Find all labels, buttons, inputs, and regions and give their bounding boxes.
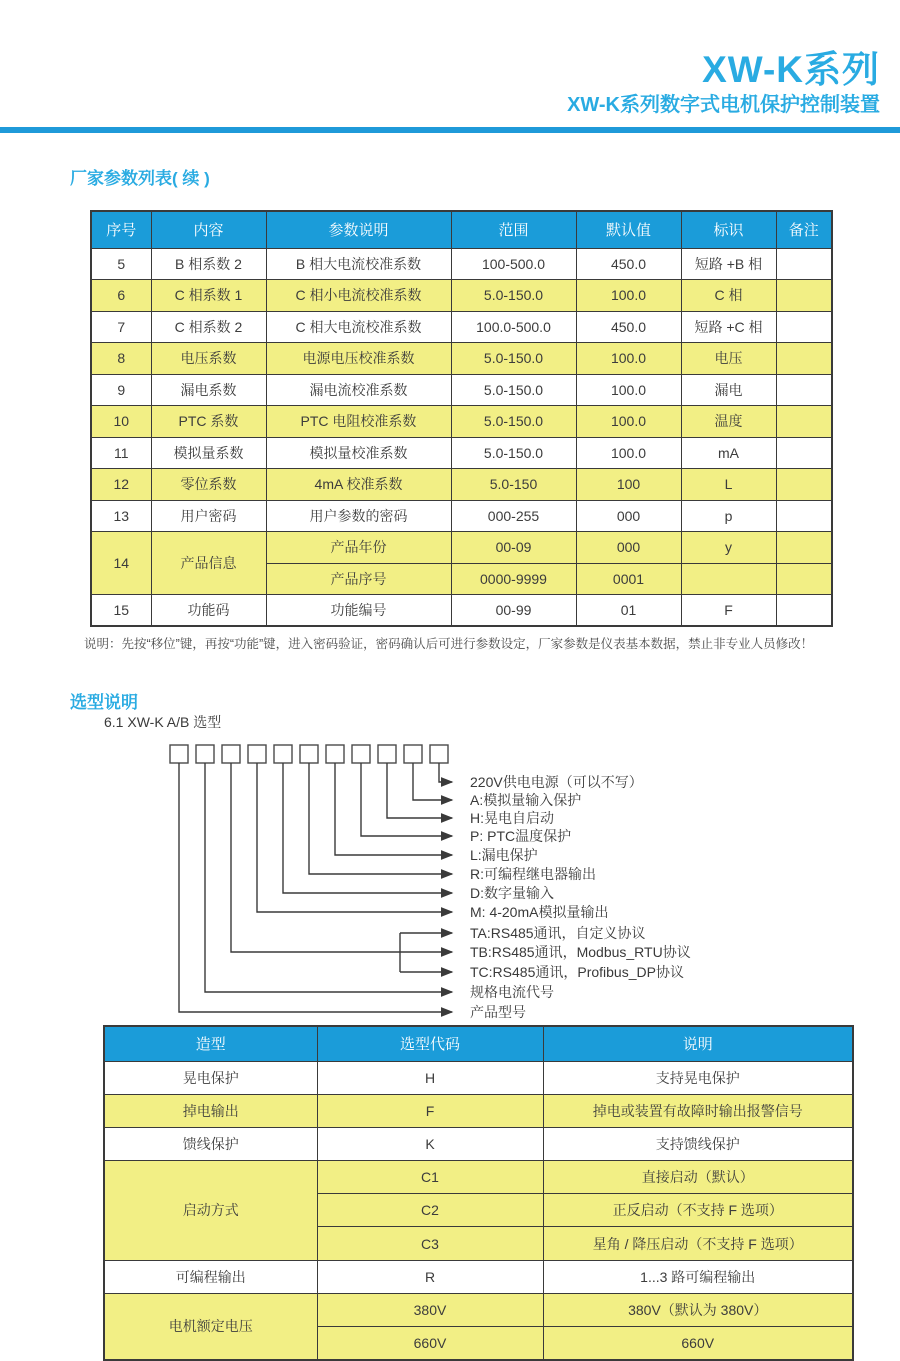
connector-a — [413, 763, 452, 800]
cell — [776, 469, 832, 501]
table-row — [91, 500, 832, 532]
col-header-mark: 标识 — [681, 211, 776, 248]
col-header-code: 选型代码 — [317, 1026, 543, 1061]
cell: B 相系数 2 — [151, 248, 266, 280]
cell: F — [681, 595, 776, 627]
cell: 11 — [91, 437, 151, 469]
cell: 电源电压校准系数 — [266, 343, 451, 375]
model-code-box — [300, 745, 318, 763]
cell: PTC 电阻校准系数 — [266, 406, 451, 438]
cell: mA — [681, 437, 776, 469]
connector-p — [361, 763, 452, 836]
connector-r — [309, 763, 452, 874]
table-note: 说明：先按“移位”键，再按“功能”键，进入密码验证，密码确认后可进行参数设定，厂家参数是仪表基本数据，禁止非专业人员修改！ — [84, 637, 814, 651]
connector-220v — [439, 763, 452, 782]
header-rule — [0, 127, 900, 133]
cell: 100.0 — [576, 280, 681, 312]
diagram-label-l: L:漏电保护 — [470, 847, 538, 863]
diagram-label-h: H:晃电自启动 — [470, 810, 554, 826]
cell: L — [681, 469, 776, 501]
diagram-label-current-code: 规格电流代号 — [470, 984, 554, 1000]
col-header-desc: 说明 — [543, 1026, 853, 1061]
cell: 9 — [91, 374, 151, 406]
cell: 000-255 — [451, 500, 576, 532]
cell: 100.0 — [576, 374, 681, 406]
cell: 功能编号 — [266, 595, 451, 627]
table-row — [104, 1127, 853, 1160]
cell: 短路 +C 相 — [681, 311, 776, 343]
cell: 6 — [91, 280, 151, 312]
cell: 100 — [576, 469, 681, 501]
diagram-label-a: A:模拟量输入保护 — [470, 792, 582, 808]
model-code-box — [326, 745, 344, 763]
cell — [776, 280, 832, 312]
table-header-row — [91, 211, 832, 248]
diagram-label-p: P: PTC温度保护 — [470, 828, 572, 844]
cell: 10 — [91, 406, 151, 438]
cell: 正反启动（不支持 F 选项） — [543, 1194, 853, 1227]
cell: 100.0 — [576, 406, 681, 438]
cell: K — [317, 1127, 543, 1160]
connector-tb — [231, 763, 452, 952]
cell: 100.0 — [576, 343, 681, 375]
cell: 660V — [543, 1327, 853, 1360]
col-header-range: 范围 — [451, 211, 576, 248]
cell: 450.0 — [576, 248, 681, 280]
cell — [776, 563, 832, 595]
model-code-box — [196, 745, 214, 763]
cell: 4mA 校准系数 — [266, 469, 451, 501]
connector-h — [387, 763, 452, 818]
cell: 1...3 路可编程输出 — [543, 1260, 853, 1293]
cell: 掉电输出 — [104, 1094, 317, 1127]
col-header-no: 序号 — [91, 211, 151, 248]
cell: 晃电保护 — [104, 1061, 317, 1094]
model-code-box — [378, 745, 396, 763]
cell: 13 — [91, 500, 151, 532]
cell: 100.0-500.0 — [451, 311, 576, 343]
table-row — [91, 311, 832, 343]
model-code-box — [248, 745, 266, 763]
model-code-box — [274, 745, 292, 763]
cell — [776, 595, 832, 627]
cell: 100.0 — [576, 437, 681, 469]
cell: 产品序号 — [266, 563, 451, 595]
selection-options-table — [103, 1025, 854, 1361]
cell: 380V（默认为 380V） — [543, 1293, 853, 1326]
cell: 模拟量系数 — [151, 437, 266, 469]
model-code-box — [170, 745, 188, 763]
section-title-factory-params: 厂家参数列表( 续 ) — [70, 169, 210, 188]
cell: 漏电 — [681, 374, 776, 406]
cell: 5 — [91, 248, 151, 280]
cell: 5.0-150.0 — [451, 280, 576, 312]
cell: 5.0-150.0 — [451, 343, 576, 375]
cell — [776, 343, 832, 375]
cell: C2 — [317, 1194, 543, 1227]
cell: 0000-9999 — [451, 563, 576, 595]
cell: 00-09 — [451, 532, 576, 564]
table-row — [91, 469, 832, 501]
cell: 660V — [317, 1327, 543, 1360]
col-header-note: 备注 — [776, 211, 832, 248]
cell: 450.0 — [576, 311, 681, 343]
cell-no: 14 — [91, 532, 151, 595]
cell: 00-99 — [451, 595, 576, 627]
cell: 电压系数 — [151, 343, 266, 375]
table-row-volt-380 — [104, 1293, 853, 1326]
cell: 短路 +B 相 — [681, 248, 776, 280]
cell: 8 — [91, 343, 151, 375]
series-subtitle: XW-K系列数字式电机保护控制装置 — [567, 94, 880, 116]
col-header-type: 造型 — [104, 1026, 317, 1061]
cell: 01 — [576, 595, 681, 627]
col-header-content: 内容 — [151, 211, 266, 248]
cell: 星角 / 降压启动（不支持 F 选项） — [543, 1227, 853, 1260]
table-row — [104, 1061, 853, 1094]
table-row — [91, 343, 832, 375]
cell-name: 产品信息 — [151, 532, 266, 595]
connector-m — [257, 763, 452, 912]
cell: 380V — [317, 1293, 543, 1326]
cell: C3 — [317, 1227, 543, 1260]
cell: 漏电流校准系数 — [266, 374, 451, 406]
cell — [681, 563, 776, 595]
table-row — [104, 1094, 853, 1127]
model-code-box — [222, 745, 240, 763]
diagram-label-product-model: 产品型号 — [470, 1004, 526, 1020]
table-header-row — [104, 1026, 853, 1061]
table-row-14a — [91, 532, 832, 564]
cell — [776, 311, 832, 343]
cell: 7 — [91, 311, 151, 343]
model-code-box — [404, 745, 422, 763]
page-header — [567, 48, 880, 118]
cell: C 相大电流校准系数 — [266, 311, 451, 343]
diagram-label-tc: TC:RS485通讯，Profibus_DP协议 — [470, 964, 684, 980]
cell: 零位系数 — [151, 469, 266, 501]
cell: 000 — [576, 532, 681, 564]
col-header-default: 默认值 — [576, 211, 681, 248]
table-row — [91, 248, 832, 280]
table-row — [91, 406, 832, 438]
diagram-label-ta: TA:RS485通讯，自定义协议 — [470, 925, 646, 941]
model-code-box — [352, 745, 370, 763]
table-row — [104, 1260, 853, 1293]
col-header-desc: 参数说明 — [266, 211, 451, 248]
cell — [776, 248, 832, 280]
cell: p — [681, 500, 776, 532]
cell: 5.0-150.0 — [451, 437, 576, 469]
cell: 温度 — [681, 406, 776, 438]
selection-subtitle: 6.1 XW-K A/B 选型 — [104, 714, 222, 730]
factory-params-table — [90, 210, 833, 627]
diagram-label-r: R:可编程继电器输出 — [470, 866, 596, 882]
connector-d — [283, 763, 452, 893]
cell: 馈线保护 — [104, 1127, 317, 1160]
table-row — [91, 437, 832, 469]
diagram-label-220v: 220V供电电源（可以不写） — [470, 774, 643, 790]
model-code-box — [430, 745, 448, 763]
table-row — [91, 280, 832, 312]
cell — [776, 437, 832, 469]
cell: C 相 — [681, 280, 776, 312]
cell: R — [317, 1260, 543, 1293]
cell: 用户密码 — [151, 500, 266, 532]
connector-l — [335, 763, 452, 855]
cell: 0001 — [576, 563, 681, 595]
table-row — [91, 595, 832, 627]
cell: 掉电或装置有故障时输出报警信号 — [543, 1094, 853, 1127]
diagram-label-d: D:数字量输入 — [470, 885, 554, 901]
cell: C 相系数 1 — [151, 280, 266, 312]
diagram-label-m: M: 4-20mA模拟量输出 — [470, 904, 609, 920]
cell-group-label: 电机额定电压 — [104, 1293, 317, 1359]
cell: 产品年份 — [266, 532, 451, 564]
cell — [776, 374, 832, 406]
cell: 直接启动（默认） — [543, 1161, 853, 1194]
cell: 模拟量校准系数 — [266, 437, 451, 469]
cell: y — [681, 532, 776, 564]
cell: 5.0-150.0 — [451, 374, 576, 406]
cell: B 相大电流校准系数 — [266, 248, 451, 280]
cell: 12 — [91, 469, 151, 501]
cell — [776, 406, 832, 438]
connector-current-code — [205, 763, 452, 992]
diagram-label-tb: TB:RS485通讯，Modbus_RTU协议 — [470, 944, 691, 960]
table-row — [91, 374, 832, 406]
cell: 用户参数的密码 — [266, 500, 451, 532]
cell: PTC 系数 — [151, 406, 266, 438]
cell: 100-500.0 — [451, 248, 576, 280]
cell: 5.0-150 — [451, 469, 576, 501]
cell: 5.0-150.0 — [451, 406, 576, 438]
cell: 漏电系数 — [151, 374, 266, 406]
cell: 功能码 — [151, 595, 266, 627]
cell: C1 — [317, 1161, 543, 1194]
cell-group-label: 启动方式 — [104, 1161, 317, 1261]
cell: 15 — [91, 595, 151, 627]
table-row-start-c1 — [104, 1161, 853, 1194]
cell: H — [317, 1061, 543, 1094]
cell: F — [317, 1094, 543, 1127]
cell: 000 — [576, 500, 681, 532]
cell: C 相系数 2 — [151, 311, 266, 343]
connector-product-model — [179, 763, 452, 1012]
cell: 可编程输出 — [104, 1260, 317, 1293]
cell — [776, 500, 832, 532]
cell — [776, 532, 832, 564]
series-title: XW-K系列 — [702, 49, 880, 90]
cell: 支持馈线保护 — [543, 1127, 853, 1160]
cell: 支持晃电保护 — [543, 1061, 853, 1094]
cell: 电压 — [681, 343, 776, 375]
cell: C 相小电流校准系数 — [266, 280, 451, 312]
section-title-selection: 选型说明 — [70, 693, 138, 712]
